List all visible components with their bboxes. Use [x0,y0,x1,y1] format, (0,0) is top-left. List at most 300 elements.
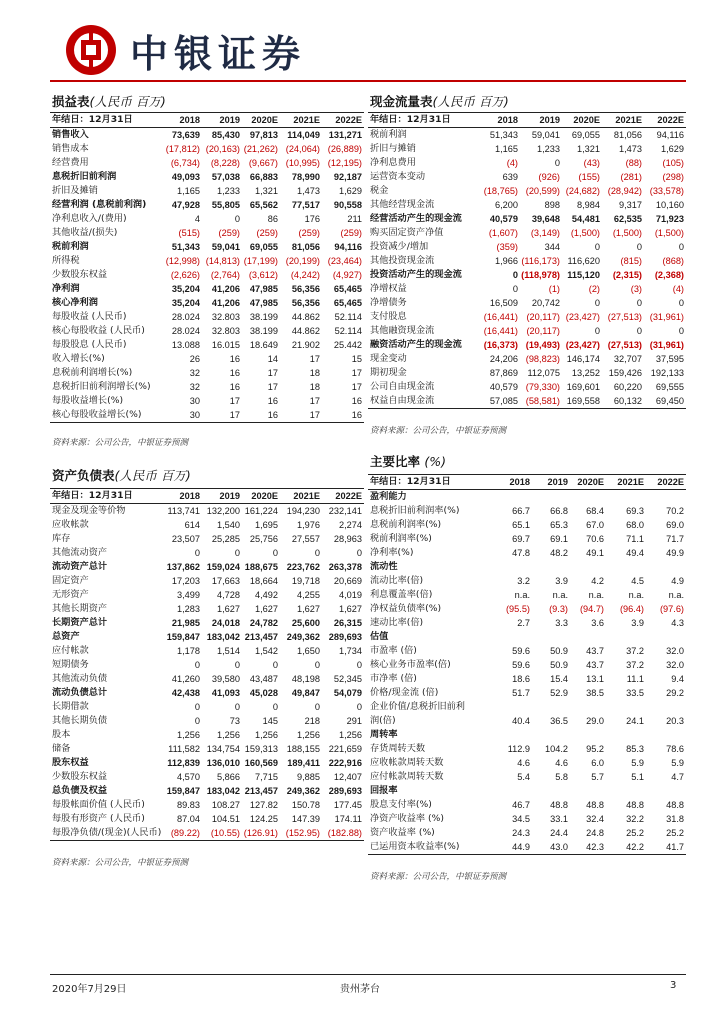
row-value: 85.3 [626,744,644,754]
row-value: 0 [194,716,200,726]
row-label: 销售成本 [52,143,89,154]
row-value: 112,075 [527,368,560,378]
row-value: 59,041 [211,242,240,252]
row-value: (16,373) [483,340,518,350]
row-value: (259) [298,228,320,238]
row-label: 已运用资本收益率(%) [368,840,496,855]
row-value: 614 [184,520,200,530]
row-value: 132,200 [206,506,240,516]
row-value: 0 [194,548,200,558]
row-value: 0 [234,548,240,558]
row-value [606,490,646,505]
header-year: 2021E [280,113,322,128]
row-value: 37.2 [626,646,644,656]
row-value: 176 [304,214,320,224]
table-row [368,826,686,840]
row-value: 9,317 [619,200,642,210]
row-label: 长期借款 [52,701,89,712]
row-value: 0 [594,242,600,252]
row-value: 69,555 [655,382,684,392]
header-year: 2020E [242,489,280,504]
row-value: 24.3 [512,828,530,838]
row-value: 221,659 [328,744,362,754]
row-value: 19,718 [291,576,320,586]
row-value: 67.0 [586,520,604,530]
row-value: 25.442 [333,340,362,350]
row-value: 23,507 [171,534,200,544]
table-row [368,630,686,644]
row-value: 1,256 [339,730,362,740]
row-value: 0 [554,158,560,168]
row-value: 24.8 [586,828,604,838]
row-value: (19,493) [525,340,560,350]
row-value: 17 [267,368,278,378]
row-value: 291 [346,716,362,726]
row-value: 89.83 [177,800,200,810]
table-row [50,784,364,798]
row-label: 所得税 [52,255,80,266]
row-label: 润(倍) [370,715,396,726]
row-value: 1,627 [339,604,362,614]
row-value: 115,120 [567,270,600,280]
row-value: 66.8 [550,506,568,516]
row-value: 4,570 [177,772,200,782]
row-value: 18.649 [249,340,278,350]
row-value: 127.82 [249,800,278,810]
table-row [50,338,364,352]
row-value: 21.902 [291,340,320,350]
row-value: 45,028 [249,688,278,698]
row-label: 核心净利润 [52,297,98,308]
table-row [368,644,686,658]
row-label: 市盈率 (倍) [370,645,417,656]
row-label: 息税折旧前利润增长(%) [52,381,151,392]
row-value: 51,343 [171,242,200,252]
row-value: 40.4 [512,716,530,726]
row-value: 0 [314,660,320,670]
row-label: 利息覆盖率(倍) [370,589,433,600]
row-value: 32.803 [211,326,240,336]
row-label: 应收帐款周转天数 [370,757,444,768]
row-value: 68.4 [586,506,604,516]
row-value: 13.1 [586,674,604,684]
row-value: 113,741 [167,506,200,516]
row-value: 49.4 [626,548,644,558]
table-row [50,672,364,686]
row-value: 134,754 [206,744,240,754]
row-value: (4,927) [332,270,362,280]
row-value: (27,513) [607,340,642,350]
row-value: 17,663 [211,576,240,586]
row-value: 11.1 [626,674,644,684]
row-value: 38.199 [249,312,278,322]
row-value: 77,517 [291,200,320,210]
table-row [368,490,686,505]
row-value: 4 [194,214,200,224]
table-row [50,560,364,574]
row-value: 38.199 [249,326,278,336]
balance-title-text: 资产负债表 [52,468,115,483]
cashflow-source: 资料来源：公司公告，中银证券预测 [370,426,507,436]
row-value: 62,535 [613,214,642,224]
table-header-row [50,489,364,504]
bank-logo-icon [66,25,116,75]
row-value: (4) [506,158,518,168]
row-label: 税前利润率(%) [370,533,432,544]
row-value: 35,204 [171,298,200,308]
row-label: 净增权益 [370,283,407,294]
row-value: 30 [189,396,200,406]
row-value: 46.7 [512,800,530,810]
row-label: 少数股东权益 [52,771,108,782]
table-row [368,198,686,212]
row-value: 5.9 [631,758,644,768]
row-value: 52.9 [550,688,568,698]
row-value: 5.1 [631,772,644,782]
row-value: 49.9 [666,548,684,558]
table-row [368,840,686,855]
row-value: 25.2 [626,828,644,838]
row-value: 17,203 [171,576,200,586]
header-year: 2018 [162,113,202,128]
row-value: 44.9 [496,840,532,855]
table-row [368,338,686,352]
table-row [368,226,686,240]
row-value: 161,224 [244,506,278,516]
row-value: 86 [267,214,278,224]
table-row [368,812,686,826]
row-value: 42.2 [606,840,646,855]
row-value: 0 [512,284,518,294]
table-row [50,142,364,156]
row-value: 1,321 [577,144,600,154]
row-value: 1,514 [217,646,240,656]
table-row [368,532,686,546]
table-row [50,518,364,532]
row-value: 0 [512,270,518,280]
row-value: 41,093 [211,688,240,698]
row-value: 18 [309,382,320,392]
table-row [368,380,686,394]
row-label: 其他收益/(损失) [52,227,118,238]
row-value: 0 [272,548,278,558]
row-value: 70.2 [666,506,684,516]
row-value: 15.4 [550,674,568,684]
table-row [50,658,364,672]
row-value [570,728,606,742]
row-value: 69.3 [626,506,644,516]
brand-name: 中银证券 [130,30,307,76]
row-value: 12,407 [333,772,362,782]
table-row [368,616,686,630]
row-value: 5.7 [591,772,604,782]
row-value: 66.7 [512,506,530,516]
row-label: 其他长期资产 [52,603,108,614]
row-value: 47.8 [512,548,530,558]
row-value [532,630,570,644]
row-value: 249,362 [286,632,320,642]
row-value [606,728,646,742]
row-label: 其他长期负债 [52,715,108,726]
row-value: 1,256 [217,730,240,740]
balance-source: 资料来源：公司公告，中银证券预测 [52,858,189,868]
row-value: 0 [314,702,320,712]
row-value: 5.4 [517,772,530,782]
row-value [532,490,570,505]
row-value: 13.088 [171,340,200,350]
row-value: 55,805 [211,200,240,210]
row-value: 9.4 [671,674,684,684]
row-value: 57,038 [211,172,240,182]
row-label: 息税前利润率(%) [370,519,442,530]
row-value: 47,985 [249,284,278,294]
row-value: (118,978) [521,270,560,280]
row-value: 1,321 [255,186,278,196]
row-value [646,700,686,714]
row-value: 137,862 [166,562,200,572]
row-value: 289,693 [328,632,362,642]
row-value: (23,427) [565,340,600,350]
table-row [50,394,364,408]
income-statement-table [50,112,364,423]
row-value [496,630,532,644]
table-row [50,282,364,296]
row-value: 28,963 [333,534,362,544]
row-label: 净增债务 [370,297,407,308]
row-value [532,560,570,574]
row-value: 69.1 [550,534,568,544]
table-row [50,798,364,812]
row-value: 145 [262,716,278,726]
table-row [368,714,686,728]
row-value: n.a. [628,590,644,600]
table-row [50,212,364,226]
row-label: 税前利润 [52,241,89,252]
row-value: (21,262) [243,144,278,154]
row-value: 32 [189,382,200,392]
table-header-row [368,113,686,128]
header-year: 2022E [322,489,364,504]
table-row [50,156,364,170]
row-value [496,490,532,505]
row-value: 169,558 [562,394,602,409]
row-value: 177.45 [333,800,362,810]
row-value: 87,869 [489,368,518,378]
row-value: 1,542 [255,646,278,656]
row-value: 69.7 [512,534,530,544]
table-row [368,212,686,226]
header-year: 2019 [520,113,562,128]
row-value: 114,049 [287,130,320,140]
row-value: 1,629 [661,144,684,154]
row-label: 息税折旧前利润率(%) [370,505,460,516]
table-row [50,700,364,714]
row-value: 1,233 [217,186,240,196]
row-label: 速动比率(倍) [370,617,424,628]
row-value: (1,500) [570,228,600,238]
row-value: 0 [234,702,240,712]
table-row [368,128,686,143]
row-label: 税前利润 [370,129,407,140]
table-row [368,728,686,742]
table-row [50,380,364,394]
row-value: 4.3 [671,618,684,628]
row-label: 应付帐款周转天数 [370,771,444,782]
table-row [50,532,364,546]
row-value: 0 [594,298,600,308]
ratios-title [370,452,446,470]
row-value: 41,206 [211,284,240,294]
row-label: 净利息收入/(费用) [52,213,127,224]
row-value: (10.55) [202,826,242,841]
row-value: (31,961) [649,340,684,350]
table-row [50,310,364,324]
row-value: 13,252 [571,368,600,378]
row-value: 48.8 [626,800,644,810]
row-value: 69,055 [249,242,278,252]
row-value: 222,916 [328,758,362,768]
row-value: 51,343 [489,130,518,140]
row-value: 33.1 [550,814,568,824]
row-value: 31.8 [666,814,684,824]
header-year: 2020E [570,475,606,490]
row-value: 24,206 [489,354,518,364]
table-row [50,826,364,841]
table-row [368,756,686,770]
row-value: 159,426 [608,368,642,378]
row-label: 每股收益 (人民币) [52,311,127,322]
row-value: (515) [178,228,200,238]
row-value: (89.22) [162,826,202,841]
table-row [368,504,686,518]
table-row [368,156,686,170]
row-value: 0 [678,298,684,308]
row-value: (28,942) [607,186,642,196]
table-row [50,268,364,282]
ratios-source: 资料来源：公司公告，中银证券预测 [370,872,507,882]
row-value: 9,885 [297,772,320,782]
row-value: 56,356 [291,284,320,294]
row-value: 4.6 [555,758,568,768]
row-value: (359) [496,242,518,252]
row-value: 131,271 [328,130,362,140]
table-row [50,574,364,588]
row-value: 1,976 [297,520,320,530]
row-value: 29.0 [586,716,604,726]
row-label: 息税前利润增长(%) [52,367,133,378]
row-label: 收入增长(%) [52,353,105,364]
row-value: 0 [194,660,200,670]
row-value: 1,256 [255,730,278,740]
row-value: 112,839 [167,758,200,768]
table-row [50,714,364,728]
row-value: 188,155 [286,744,320,754]
row-value: (20,163) [205,144,240,154]
row-value: 26,315 [333,618,362,628]
row-value: (9.3) [549,604,568,614]
row-value: 4,019 [339,590,362,600]
table-row [50,686,364,700]
row-value: (298) [662,172,684,182]
header-year: 2018 [480,113,520,128]
table-row [368,798,686,812]
row-value: 50.9 [550,660,568,670]
row-value: 213,457 [244,632,278,642]
row-value: 249,362 [286,786,320,796]
row-label: 现金及现金等价物 [52,505,126,516]
table-row [50,226,364,240]
row-label: 回报率 [370,785,398,796]
row-label: 每股股息 (人民币) [52,339,127,350]
row-value: 59.6 [512,660,530,670]
row-value: 5.9 [671,758,684,768]
row-label: 应付帐款 [52,645,89,656]
ratios-unit: (%) [424,454,447,469]
table-row [368,546,686,560]
row-value: 5,866 [217,772,240,782]
row-value: 4.5 [631,576,644,586]
row-value: 223,762 [286,562,320,572]
row-value: (16,441) [483,326,518,336]
row-value: 90,558 [333,200,362,210]
table-row [368,282,686,296]
row-value [646,630,686,644]
row-value: 147.39 [291,814,320,824]
footer-divider [50,974,686,975]
row-value: 124.25 [249,814,278,824]
row-value: (24,682) [565,186,600,196]
header-year: 2019 [202,113,242,128]
footer-page-number: 3 [670,980,677,991]
balance-unit: (人民币 百万) [114,468,191,483]
row-value: 25.2 [666,828,684,838]
row-value [496,784,532,798]
table-row [368,324,686,338]
row-value: 47,985 [249,298,278,308]
row-value: 65.1 [512,520,530,530]
row-value: 35,204 [171,284,200,294]
row-value: 16 [242,408,280,423]
row-value: 78.6 [666,744,684,754]
row-value: 0 [678,326,684,336]
row-label: 核心每股收益 (人民币) [52,325,145,336]
table-row [50,546,364,560]
row-value: (2,764) [210,270,240,280]
header-fiscal-year-end: 年结日：12月31日 [50,489,162,504]
income-source: 资料来源：公司公告，中银证券预测 [52,438,189,448]
row-value: 48.8 [550,800,568,810]
row-value: (9,667) [248,158,278,168]
row-value: 65,465 [333,284,362,294]
row-value: 24,782 [249,618,278,628]
row-value: 1,165 [177,186,200,196]
row-value: 6,200 [495,200,518,210]
row-label: 每股有形资产 (人民币) [52,813,145,824]
row-value: 47,928 [171,200,200,210]
row-value: 66,883 [249,172,278,182]
row-label: 购买固定资产净值 [370,227,444,238]
row-value: 43.7 [586,646,604,656]
table-row [368,672,686,686]
table-row [368,574,686,588]
row-value: 0 [636,298,642,308]
row-value [570,700,606,714]
row-value: (96.4) [619,604,644,614]
header-year: 2022E [646,475,686,490]
cashflow-title-text: 现金流量表 [370,94,433,109]
row-value: 0 [234,660,240,670]
row-value: (95.5) [505,604,530,614]
